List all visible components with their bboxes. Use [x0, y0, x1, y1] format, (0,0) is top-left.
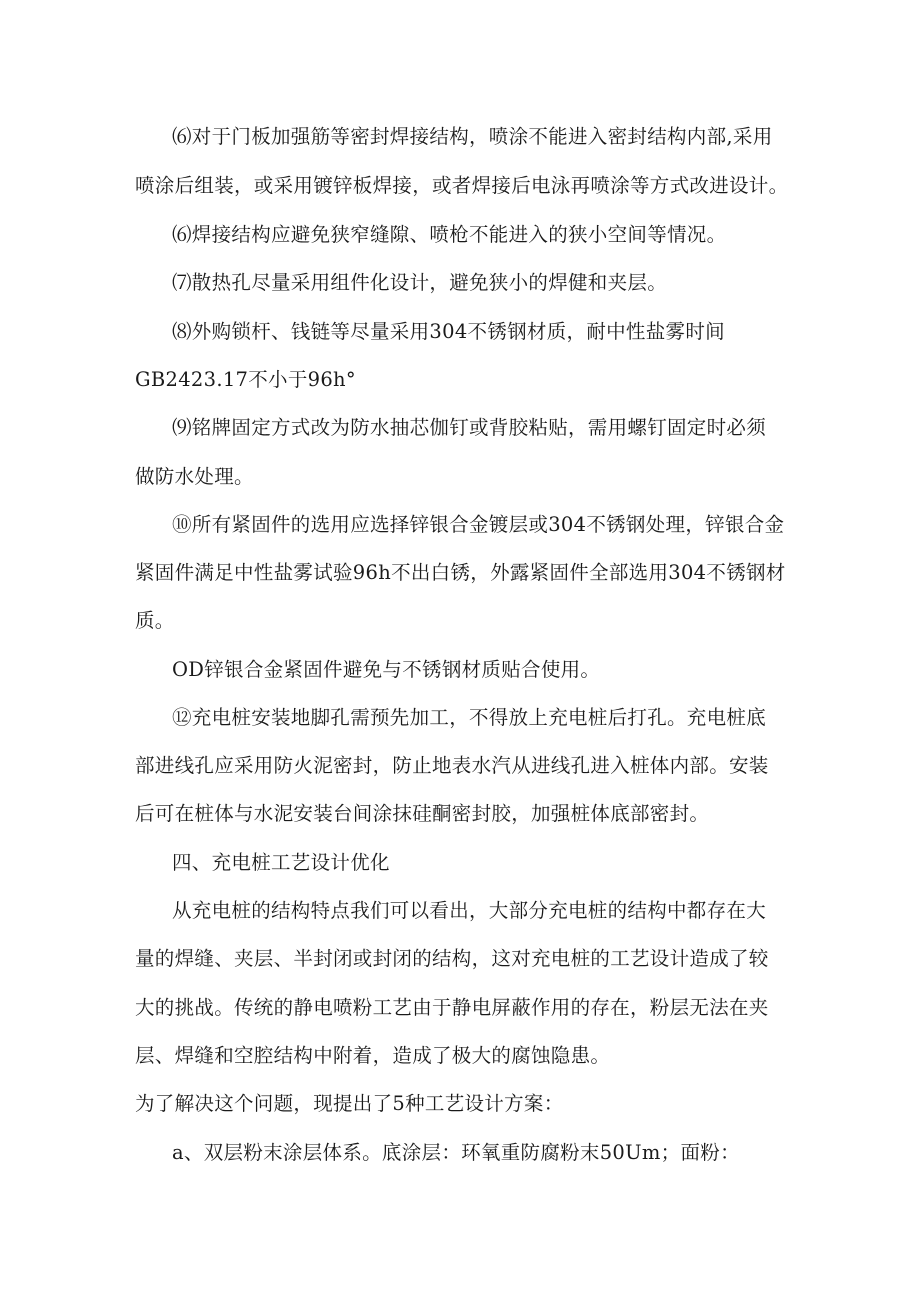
text-line: 层、焊缝和空腔结构中附着，造成了极大的腐蚀隐患。	[135, 1044, 611, 1067]
text-line: 为了解决这个问题，现提出了5种工艺设计方案：	[135, 1092, 564, 1115]
text-line: ⑹焊接结构应避免狭窄缝隙、喷枪不能进入的狭小空间等情况。	[172, 223, 727, 246]
text-line: ⑹对于门板加强筋等密封焊接结构，喷涂不能进入密封结构内部,采用	[172, 125, 773, 148]
text-line: ⑻外购锁杆、钱链等尽量采用304不锈钢材质，耐中性盐雾时间	[172, 320, 725, 343]
text-line: 质。	[135, 609, 175, 632]
text-line: 从充电桩的结构特点我们可以看出，大部分充电桩的结构中都存在大	[172, 899, 767, 922]
text-line: 部进线孔应采用防火泥密封，防止地表水汽从进线孔进入桩体内部。安装	[135, 754, 769, 777]
text-line: ⑼铭牌固定方式改为防水抽芯伽钉或背胶粘贴，需用螺钉固定时必须	[172, 416, 767, 439]
text-line: 做防水处理。	[135, 465, 254, 488]
text-line: a、双层粉末涂层体系。底涂层：环氧重防腐粉末50Um；面粉：	[172, 1141, 740, 1164]
text-line: ⑩所有紧固件的选用应选择锌银合金镀层或304不锈钢处理，锌银合金	[172, 513, 785, 536]
text-line: 喷涂后组装，或采用镀锌板焊接，或者焊接后电泳再喷涂等方式改进设计。	[135, 174, 789, 197]
text-line: ⑺散热孔尽量采用组件化设计，避免狭小的焊健和夹层。	[172, 271, 668, 294]
text-line: 紧固件满足中性盐雾试验96h不出白锈，外露紧固件全部选用304不锈钢材	[135, 561, 786, 584]
text-line: GB2423.17不小于96h°	[135, 368, 356, 391]
text-line: OD锌银合金紧固件避免与不锈钢材质贴合使用。	[172, 658, 601, 681]
section-heading: 四、充电桩工艺设计优化	[172, 851, 390, 874]
text-line: 量的焊缝、夹层、半封闭或封闭的结构，这对充电桩的工艺设计造成了较	[135, 947, 769, 970]
text-line: ⑫充电桩安装地脚孔需预先加工，不得放上充电桩后打孔。充电桩底	[172, 706, 767, 729]
text-line: 大的挑战。传统的静电喷粉工艺由于静电屏蔽作用的存在，粉层无法在夹	[135, 996, 769, 1019]
text-line: 后可在桩体与水泥安装台间涂抹硅酮密封胶，加强桩体底部密封。	[135, 802, 710, 825]
